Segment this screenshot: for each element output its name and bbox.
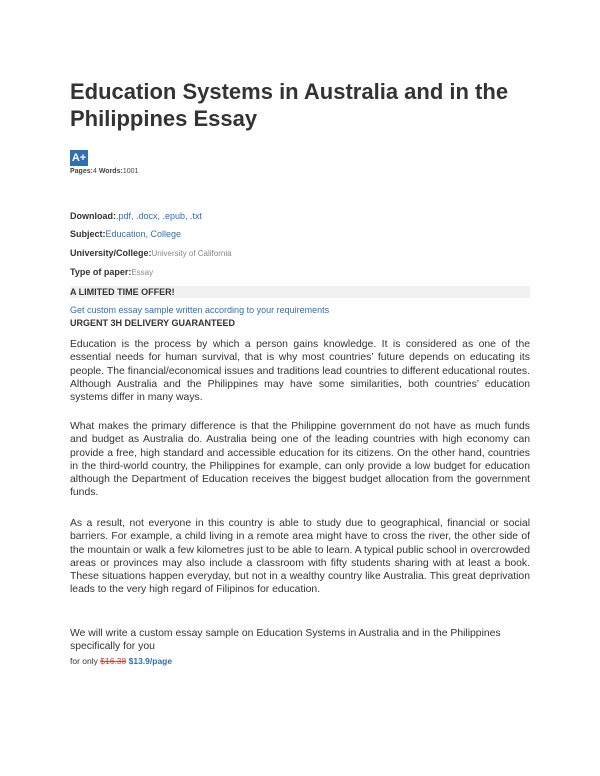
pages-value: 4 [92,168,97,175]
paper-type-label: Type of paper: [70,267,132,277]
subject-link[interactable]: Education, College [105,229,182,239]
grade-badge: A+ [71,152,87,164]
subject-label: Subject: [70,229,106,239]
essay-title: Education Systems in Australia and in the Philippines Essay [70,79,509,131]
paper-type-value: Essay [131,268,154,277]
university-row [70,248,232,258]
price-line [70,656,172,666]
essay-paragraph: Education is the process by which a person gains knowledge. It is considered as one of the essential needs for human survival, that is why most countries’ future depends on educating its people. The financial/economical issues and traditions lead countries to different educational routes. Although Australia and the Philippines may have some similarities, both countries’ education systems differ in many ways. [70,339,530,404]
essay-paragraph: What makes the primary difference is that the Philippine government do not have as much funds and budget as Australia do. Australia being one of the leading countries with high economy can provide a free, high standard and accessible education for its citizens. On the other hand, countries in the third-world country, the Philippines for example, can only provide a low budget for education although the Department of Education receives the biggest budget allocation from the government funds. [70,421,530,499]
custom-essay-link[interactable]: Get custom essay sample written according to your requirements [70,305,330,315]
custom-essay-cta: We will write a custom essay sample on Education Systems in Australia and in the Philippines specifically for you [70,628,501,653]
essay-stats [70,168,138,175]
price-prefix: for only [70,656,98,666]
download-formats-link[interactable]: .pdf, .docx, .epub, .txt [116,211,203,221]
university-label: University/College: [70,248,152,258]
offer-title: A LIMITED TIME OFFER! [70,287,175,297]
university-value: University of California [151,249,232,258]
download-label: Download: [70,211,116,221]
paper-type-row [70,267,153,277]
words-label: Words: [98,168,123,175]
new-price-link[interactable]: $13.9/page [128,656,173,666]
subject-row [70,229,181,239]
download-row [70,211,202,221]
urgent-delivery-text: URGENT 3H DELIVERY GUARANTEED [70,318,236,328]
pages-label: Pages: [70,168,93,175]
old-price: $16.38 [100,656,127,666]
words-value: 1001 [122,168,139,175]
essay-paragraph: As a result, not everyone in this country is able to study due to geographical, financial or social barriers. For example, a child living in a remote area might have to cross the river, the other side of the mountain or walk a few kilometres just to be able to learn. A typical public school in overcrowded areas or provinces may also include a classroom with fifty students sharing with at least a book. These situations happen everyday, but not in a wealthy country like Australia. This great deprivation leads to the very high regard of Filipinos for education. [70,518,530,596]
